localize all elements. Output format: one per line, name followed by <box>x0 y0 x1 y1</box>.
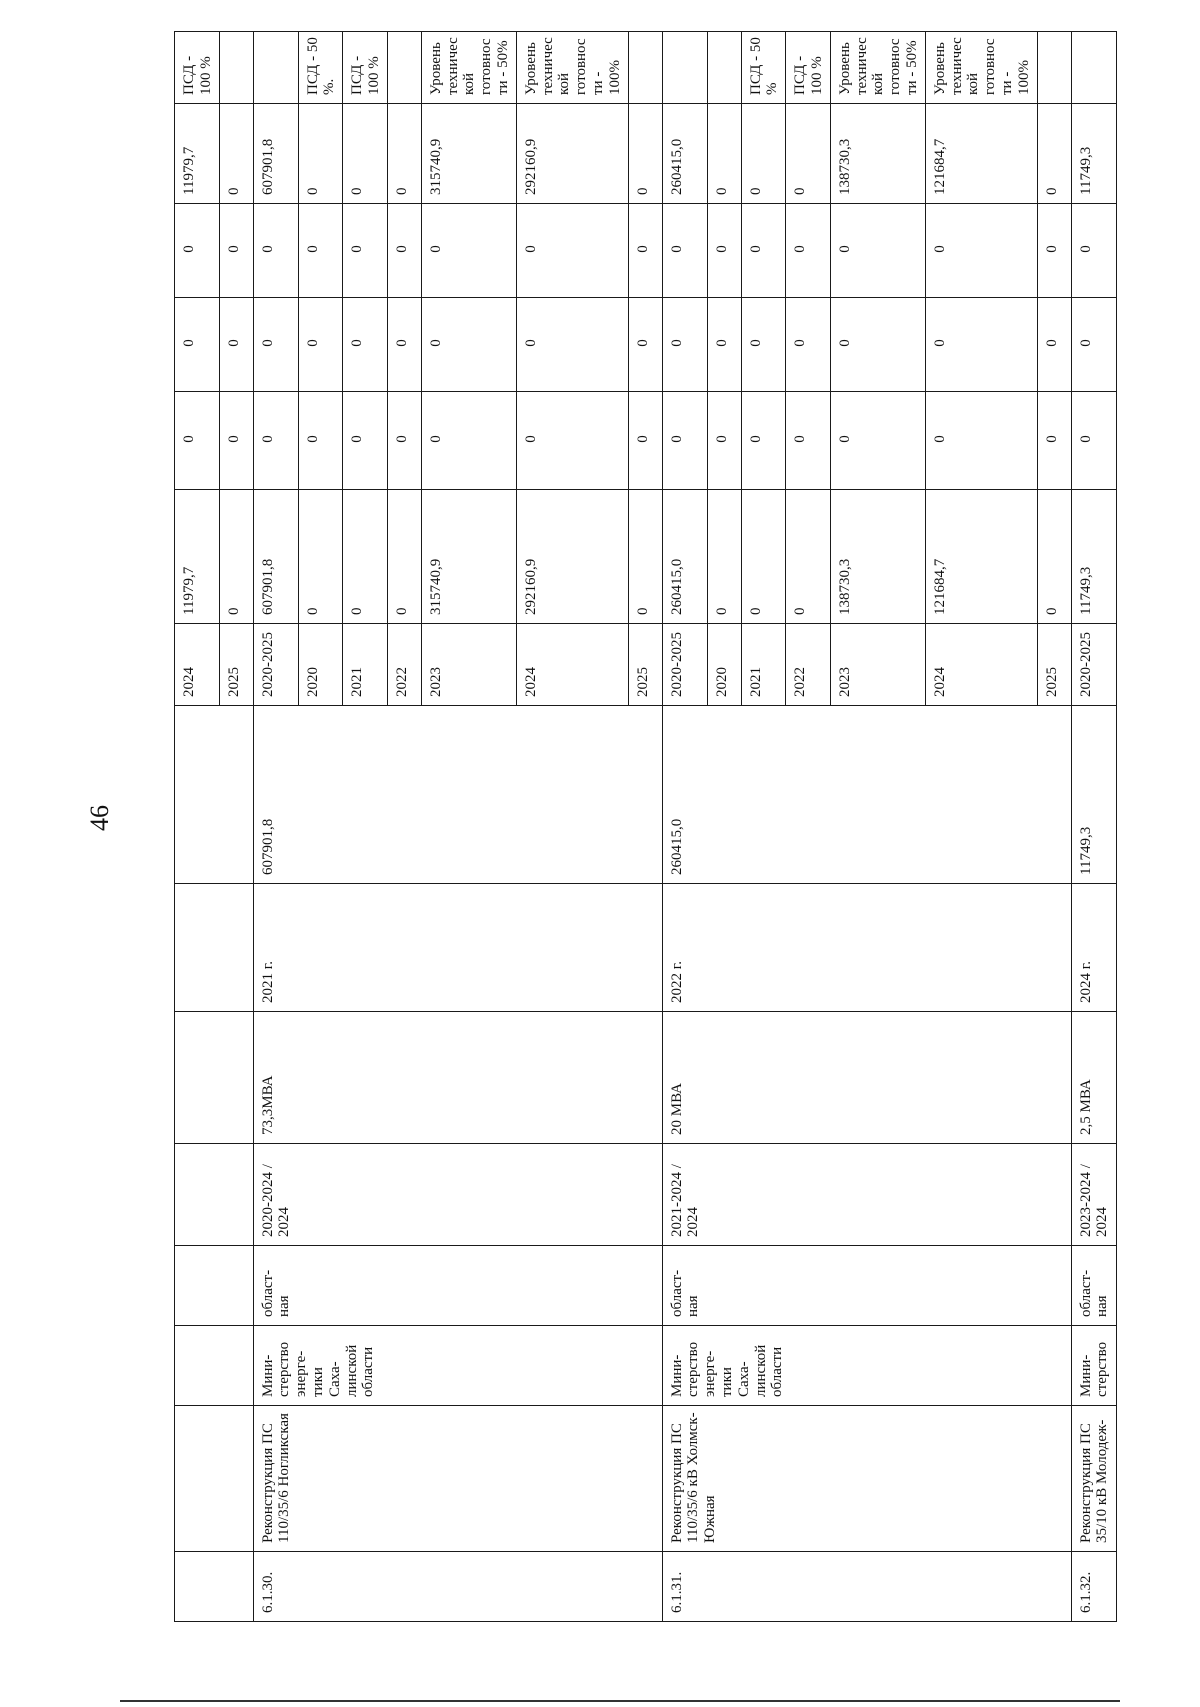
table-row <box>662 32 707 1622</box>
value-regional-cell: 0 <box>421 298 516 392</box>
result-note-cell: Уровень технической готовности - 50% <box>421 32 516 104</box>
value-federal-cell: 0 <box>343 392 388 490</box>
capacity-cell: 20 МВА <box>662 1012 1071 1144</box>
value-total-cell: 0 <box>741 490 786 624</box>
value-total-cell: 0 <box>219 490 253 624</box>
commissioning-cell: 2021 г. <box>253 884 662 1012</box>
capacity-cell: 73,3МВА <box>253 1012 662 1144</box>
value-local-cell: 0 <box>786 204 831 298</box>
value-federal-cell: 0 <box>707 392 741 490</box>
value-regional-cell: 0 <box>925 298 1037 392</box>
year-cell: 2020 <box>707 624 741 706</box>
value-local-cell: 0 <box>516 204 628 298</box>
capacity-cell: 2,5 МВА <box>1071 1012 1116 1144</box>
period-cell: 2020-2024 / 2024 <box>253 1144 662 1246</box>
value-regional-cell: 0 <box>707 298 741 392</box>
value-other-cell: 0 <box>741 104 786 204</box>
total-cost-cell: 11749,3 <box>1071 706 1116 884</box>
year-cell: 2020-2025 <box>1071 624 1116 706</box>
year-cell: 2021 <box>741 624 786 706</box>
empty-continuation-cell <box>175 1406 254 1552</box>
year-cell: 2022 <box>786 624 831 706</box>
value-total-cell: 0 <box>298 490 343 624</box>
result-note-cell: ПСД - 100 % <box>786 32 831 104</box>
empty-continuation-cell <box>175 1246 254 1326</box>
value-other-cell: 11749,3 <box>1071 104 1116 204</box>
result-note-cell: Уровень технической готовности - 50% <box>830 32 925 104</box>
value-total-cell: 0 <box>628 490 662 624</box>
total-cost-cell: 260415,0 <box>662 706 1071 884</box>
value-other-cell: 0 <box>219 104 253 204</box>
value-other-cell: 0 <box>298 104 343 204</box>
value-other-cell: 260415,0 <box>662 104 707 204</box>
period-cell: 2023-2024 / 2024 <box>1071 1144 1116 1246</box>
value-other-cell: 121684,7 <box>925 104 1037 204</box>
customer-cell: Мини-стерство <box>1071 1326 1116 1406</box>
value-local-cell: 0 <box>628 204 662 298</box>
empty-continuation-cell <box>175 1012 254 1144</box>
project-code-cell: 6.1.31. <box>662 1552 1071 1622</box>
value-other-cell: 0 <box>387 104 421 204</box>
value-other-cell: 315740,9 <box>421 104 516 204</box>
result-note-cell <box>1037 32 1071 104</box>
value-federal-cell: 0 <box>253 392 298 490</box>
customer-cell: Мини-стерство энерге-тики Саха-линской области <box>662 1326 1071 1406</box>
value-local-cell: 0 <box>175 204 220 298</box>
value-local-cell: 0 <box>343 204 388 298</box>
value-other-cell: 0 <box>707 104 741 204</box>
value-other-cell: 607901,8 <box>253 104 298 204</box>
total-cost-cell: 607901,8 <box>253 706 662 884</box>
value-federal-cell: 0 <box>1037 392 1071 490</box>
value-regional-cell: 0 <box>298 298 343 392</box>
table-body <box>175 32 1117 1622</box>
year-cell: 2024 <box>925 624 1037 706</box>
result-note-cell: Уровень технической готовности - 100% <box>516 32 628 104</box>
value-federal-cell: 0 <box>421 392 516 490</box>
value-regional-cell: 0 <box>219 298 253 392</box>
commissioning-cell: 2022 г. <box>662 884 1071 1012</box>
value-federal-cell: 0 <box>1071 392 1116 490</box>
level-cell: област-ная <box>1071 1246 1116 1326</box>
year-cell: 2025 <box>628 624 662 706</box>
year-cell: 2024 <box>516 624 628 706</box>
value-federal-cell: 0 <box>387 392 421 490</box>
value-federal-cell: 0 <box>741 392 786 490</box>
period-cell: 2021-2024 / 2024 <box>662 1144 1071 1246</box>
result-note-cell: ПСД - 50 %. <box>298 32 343 104</box>
program-table <box>174 31 1117 1622</box>
value-federal-cell: 0 <box>516 392 628 490</box>
project-code-cell: 6.1.32. <box>1071 1552 1116 1622</box>
project-code-cell: 6.1.30. <box>253 1552 662 1622</box>
value-local-cell: 0 <box>662 204 707 298</box>
value-other-cell: 11979,7 <box>175 104 220 204</box>
value-regional-cell: 0 <box>662 298 707 392</box>
project-name-cell: Реконструкция ПС 110/35/6 кВ Холмск-Южная <box>662 1406 1071 1552</box>
empty-continuation-cell <box>175 706 254 884</box>
value-total-cell: 138730,3 <box>830 490 925 624</box>
year-cell: 2020 <box>298 624 343 706</box>
year-cell: 2025 <box>1037 624 1071 706</box>
result-note-cell <box>662 32 707 104</box>
rotated-table-container <box>174 32 1111 1622</box>
value-total-cell: 0 <box>1037 490 1071 624</box>
value-regional-cell: 0 <box>786 298 831 392</box>
value-total-cell: 0 <box>387 490 421 624</box>
level-cell: област-ная <box>253 1246 662 1326</box>
value-federal-cell: 0 <box>298 392 343 490</box>
value-total-cell: 260415,0 <box>662 490 707 624</box>
project-name-cell: Реконструкция ПС 110/35/6 Ногликская <box>253 1406 662 1552</box>
value-local-cell: 0 <box>707 204 741 298</box>
value-other-cell: 0 <box>1037 104 1071 204</box>
value-local-cell: 0 <box>1037 204 1071 298</box>
year-cell: 2020-2025 <box>662 624 707 706</box>
value-total-cell: 121684,7 <box>925 490 1037 624</box>
result-note-cell <box>628 32 662 104</box>
value-regional-cell: 0 <box>830 298 925 392</box>
year-cell: 2023 <box>830 624 925 706</box>
empty-continuation-cell <box>175 1326 254 1406</box>
value-other-cell: 292160,9 <box>516 104 628 204</box>
value-total-cell: 607901,8 <box>253 490 298 624</box>
value-other-cell: 0 <box>786 104 831 204</box>
value-local-cell: 0 <box>741 204 786 298</box>
value-regional-cell: 0 <box>516 298 628 392</box>
value-total-cell: 315740,9 <box>421 490 516 624</box>
value-local-cell: 0 <box>387 204 421 298</box>
year-cell: 2020-2025 <box>253 624 298 706</box>
empty-continuation-cell <box>175 1144 254 1246</box>
value-regional-cell: 0 <box>387 298 421 392</box>
customer-cell: Мини-стерство энерге-тики Саха-линской области <box>253 1326 662 1406</box>
value-federal-cell: 0 <box>925 392 1037 490</box>
empty-continuation-cell <box>175 1552 254 1622</box>
value-local-cell: 0 <box>925 204 1037 298</box>
value-total-cell: 11749,3 <box>1071 490 1116 624</box>
value-federal-cell: 0 <box>219 392 253 490</box>
value-regional-cell: 0 <box>175 298 220 392</box>
year-cell: 2023 <box>421 624 516 706</box>
result-note-cell <box>707 32 741 104</box>
value-federal-cell: 0 <box>830 392 925 490</box>
bottom-rule <box>120 1700 1120 1702</box>
value-local-cell: 0 <box>421 204 516 298</box>
value-federal-cell: 0 <box>662 392 707 490</box>
value-federal-cell: 0 <box>628 392 662 490</box>
page-number: 46 <box>85 805 114 831</box>
result-note-cell <box>219 32 253 104</box>
value-local-cell: 0 <box>219 204 253 298</box>
value-total-cell: 11979,7 <box>175 490 220 624</box>
year-cell: 2021 <box>343 624 388 706</box>
value-federal-cell: 0 <box>786 392 831 490</box>
value-total-cell: 292160,9 <box>516 490 628 624</box>
value-regional-cell: 0 <box>253 298 298 392</box>
year-cell: 2024 <box>175 624 220 706</box>
value-local-cell: 0 <box>830 204 925 298</box>
commissioning-cell: 2024 г. <box>1071 884 1116 1012</box>
result-note-cell: ПСД - 100 % <box>175 32 220 104</box>
table-row <box>253 32 298 1622</box>
project-name-cell: Реконструкция ПС 35/10 кВ Молодеж- <box>1071 1406 1116 1552</box>
empty-continuation-cell <box>175 884 254 1012</box>
value-regional-cell: 0 <box>343 298 388 392</box>
value-federal-cell: 0 <box>175 392 220 490</box>
value-total-cell: 0 <box>707 490 741 624</box>
result-note-cell: Уровень технической готовности - 100% <box>925 32 1037 104</box>
result-note-cell: ПСД - 50 % <box>741 32 786 104</box>
result-note-cell: ПСД - 100 % <box>343 32 388 104</box>
value-other-cell: 138730,3 <box>830 104 925 204</box>
value-local-cell: 0 <box>253 204 298 298</box>
value-other-cell: 0 <box>628 104 662 204</box>
level-cell: област-ная <box>662 1246 1071 1326</box>
value-local-cell: 0 <box>298 204 343 298</box>
value-regional-cell: 0 <box>628 298 662 392</box>
value-regional-cell: 0 <box>1071 298 1116 392</box>
value-total-cell: 0 <box>343 490 388 624</box>
year-cell: 2022 <box>387 624 421 706</box>
result-note-cell <box>1071 32 1116 104</box>
result-note-cell <box>387 32 421 104</box>
value-regional-cell: 0 <box>1037 298 1071 392</box>
value-total-cell: 0 <box>786 490 831 624</box>
year-cell: 2025 <box>219 624 253 706</box>
value-regional-cell: 0 <box>741 298 786 392</box>
value-local-cell: 0 <box>1071 204 1116 298</box>
table-row <box>175 32 220 1622</box>
value-other-cell: 0 <box>343 104 388 204</box>
result-note-cell <box>253 32 298 104</box>
table-row <box>1071 32 1116 1622</box>
